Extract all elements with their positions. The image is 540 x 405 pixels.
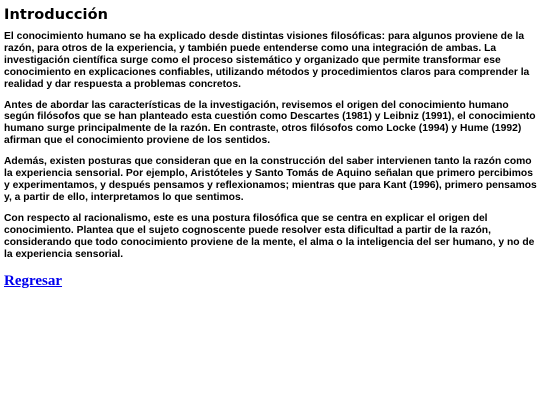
paragraph-intro: El conocimiento humano se ha explicado desde distintas visiones filosóficas: para algunos proviene de la razón, para otros de la experiencia, y también puede entenderse como una integración de ambas. La investigación científica surge como el proceso sistemático y organizado que permite transformar ese conocimiento en explicaciones confiables, utilizando métodos y procedimientos claros para comprender la realidad y dar respuesta a problemas concretos. bbox=[4, 31, 530, 90]
paragraph-postures: Además, existen posturas que consideran que en la construcción del saber intervienen tanto la razón como la experiencia sensorial. Por ejemplo, Aristóteles y Santo Tomás de Aquino señalan que primero percibimos y experimentamos, y después pensamos y reflexionamos; mientras que para Kant (1996), primero pensamos y, a partir de ello, interpretamos lo que sentimos. bbox=[4, 156, 537, 203]
document-page bbox=[4, 6, 537, 290]
page-title: Introducción bbox=[4, 7, 109, 23]
back-link[interactable]: Regresar bbox=[4, 273, 63, 290]
paragraph-rationalism: Con respecto al racionalismo, este es una postura filosófica que se centra en explicar el origen del conocimiento. Plantea que el sujeto cognoscente puede resolver esta dificultad a partir de la razón, considerando que todo conocimiento proviene de la mente, el alma o la inteligencia del ser humano, y no de la experiencia sensorial. bbox=[4, 212, 535, 260]
paragraph-origin: Antes de abordar las características de la investigación, revisemos el origen del conocimiento humano según filósofos que se han planteado esta cuestión como Descartes (1981) y Leibniz (1991), el conocimiento humano surge principalmente de la razón. En contraste, otros filósofos como Locke (1994) y Hume (1992) afirman que el conocimiento proviene de los sentidos. bbox=[4, 99, 536, 147]
